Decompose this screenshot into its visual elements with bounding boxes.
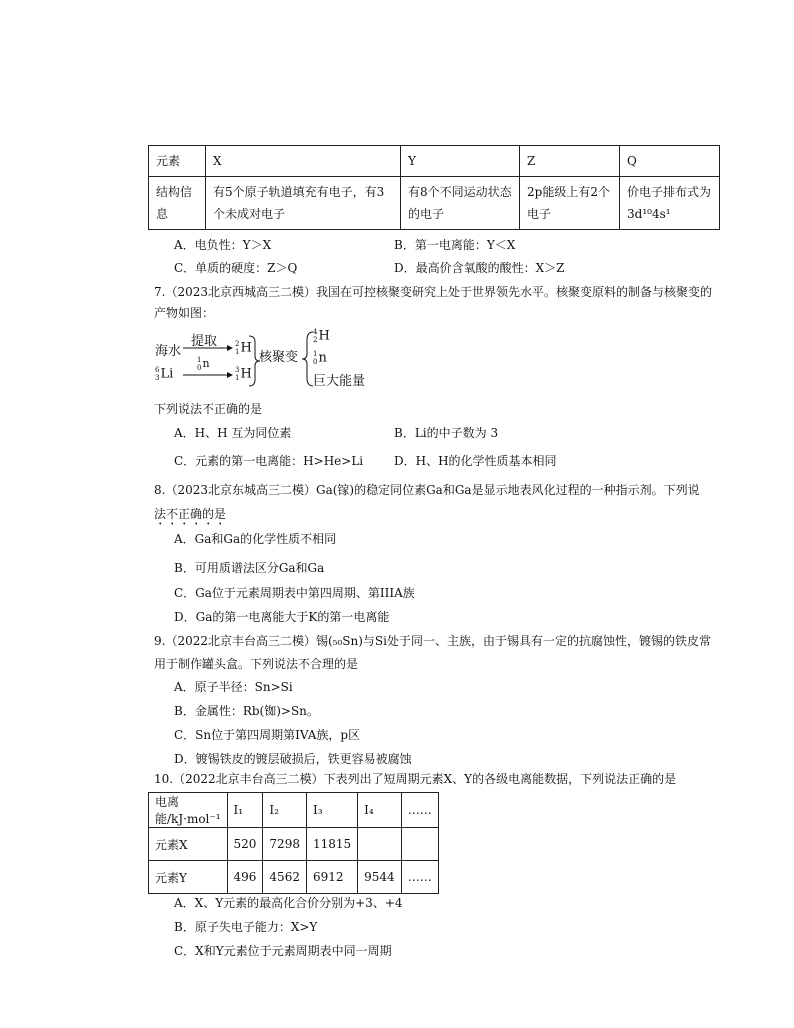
fusion-diagram xyxy=(155,328,385,388)
q8-option-d: D．Ga的第一电离能大于K的第一电离能 xyxy=(174,610,390,624)
q8-stem-line1: 8.（2023北京东城高三二模）Ga(镓)的稳定同位素Ga和Ga是显示地表风化过程的一种指示剂。下列说 xyxy=(154,483,700,497)
q10-option-a: A．X、Y元素的最高化合价分别为+3、+4 xyxy=(174,896,403,910)
extract-label: 提取 xyxy=(191,334,218,349)
q8-option-b: B．可用质谱法区分Ga和Ga xyxy=(174,561,325,575)
table-cell xyxy=(358,828,402,861)
fusion-label: 核聚变 xyxy=(259,350,299,365)
q6-option-d: D．最高价含氧酸的酸性：X＞Z xyxy=(394,261,565,275)
table-header-cell: I₃ xyxy=(306,793,357,828)
table-cell: 2p能级上有2个电子 xyxy=(520,177,620,230)
element-info-table xyxy=(148,145,720,230)
table-cell xyxy=(401,828,438,861)
q7-option-d: D．H、H的化学性质基本相同 xyxy=(394,454,557,468)
table-cell: 有8个不同运动状态的电子 xyxy=(401,177,520,230)
table-header-cell: X xyxy=(206,146,401,177)
table-cell: 7298 xyxy=(263,828,307,861)
q7-stem-line1: 7.（2023北京西城高三二模）我国在可控核聚变研究上处于世界领先水平。核聚变原料的制备与核聚变的 xyxy=(154,285,712,299)
table-header-cell: 元素 xyxy=(149,146,206,177)
table-cell: 520 xyxy=(227,828,263,861)
q10-option-b: B．原子失电子能力：X>Y xyxy=(174,920,318,934)
q8-option-a: A．Ga和Ga的化学性质不相同 xyxy=(174,532,337,546)
table-cell: 元素Y xyxy=(149,861,228,894)
q7-option-b: B．Li的中子数为 3 xyxy=(394,426,499,440)
q7-stem-line2: 产物如图： xyxy=(154,306,215,320)
q7-option-a: A．H、H 互为同位素 xyxy=(174,426,292,440)
q7-question: 下列说法不正确的是 xyxy=(154,402,263,416)
q6-option-a: A．电负性：Y＞X xyxy=(174,238,272,252)
q6-option-c: C．单质的硬度：Z＞Q xyxy=(174,261,298,275)
table-header-cell: Z xyxy=(520,146,620,177)
tritium-label: 2 1 H xyxy=(235,340,252,356)
table-header-row xyxy=(149,793,439,828)
q8-stem-line2: 法不正确的是 xyxy=(154,507,227,521)
table-row xyxy=(149,861,439,894)
table-cell: 6912 xyxy=(306,861,357,894)
energy-label: 巨大能量 xyxy=(313,374,366,389)
table-cell: 有5个原子轨道填充有电子，有3个未成对电子 xyxy=(206,177,401,230)
helium-label: 4 2 H xyxy=(313,328,330,344)
lithium-label: 6 3 Li xyxy=(155,366,174,382)
table-header-cell: Y xyxy=(401,146,520,177)
table-cell: …… xyxy=(401,861,438,894)
ionization-energy-table xyxy=(148,792,439,894)
table-cell: 4562 xyxy=(263,861,307,894)
table-row xyxy=(149,828,439,861)
table-header-cell: I₄ xyxy=(358,793,402,828)
q10-option-c: C．X和Y元素位于元素周期表中同一周期 xyxy=(174,944,392,958)
table-header-cell: I₁ xyxy=(227,793,263,828)
table-header-cell: …… xyxy=(401,793,438,828)
table-header-cell: 电离能/kJ·mol⁻¹ xyxy=(149,793,228,828)
q9-option-c: C．Sn位于第四周期第IVA族，p区 xyxy=(174,728,361,742)
neutron-product-label: 1 0 n xyxy=(313,350,327,366)
q6-option-b: B．第一电离能：Y＜X xyxy=(394,238,516,252)
table-cell: 11815 xyxy=(306,828,357,861)
q9-stem-line1: 9.（2022北京丰台高三二模）锡(₅₀Sn)与Si处于同一、主族，由于锡具有一定的抗腐蚀性，镀锡的铁皮常 xyxy=(154,634,711,648)
q8-option-c: C．Ga位于元素周期表中第四周期、第IIIA族 xyxy=(174,586,415,600)
deuterium-label: 3 1 H xyxy=(235,366,252,382)
table-header-cell: I₂ xyxy=(263,793,307,828)
q9-option-d: D．镀锡铁皮的镀层破损后，铁更容易被腐蚀 xyxy=(174,752,412,766)
table-cell: 496 xyxy=(227,861,263,894)
table-cell: 结构信息 xyxy=(149,177,206,230)
q9-option-b: B．金属性：Rb(铷)>Sn。 xyxy=(174,704,319,718)
q9-option-a: A．原子半径：Sn>Si xyxy=(174,680,293,694)
q10-stem: 10.（2022北京丰台高三二模）下表列出了短周期元素X、Y的各级电离能数据，下列说法正确的是 xyxy=(154,772,677,786)
q9-stem-line2: 用于制作罐头盒。下列说法不合理的是 xyxy=(154,657,359,671)
table-header-cell: Q xyxy=(620,146,720,177)
seawater-label: 海水 xyxy=(155,344,182,359)
q7-option-c: C．元素的第一电离能：H>He>Li xyxy=(174,454,364,468)
table-cell: 元素X xyxy=(149,828,228,861)
table-cell: 价电子排布式为3d¹⁰4s¹ xyxy=(620,177,720,230)
table-row xyxy=(149,177,720,230)
neutron-reagent-label: 1 0 n xyxy=(197,356,210,372)
table-header-row xyxy=(149,146,720,177)
table-cell: 9544 xyxy=(358,861,402,894)
